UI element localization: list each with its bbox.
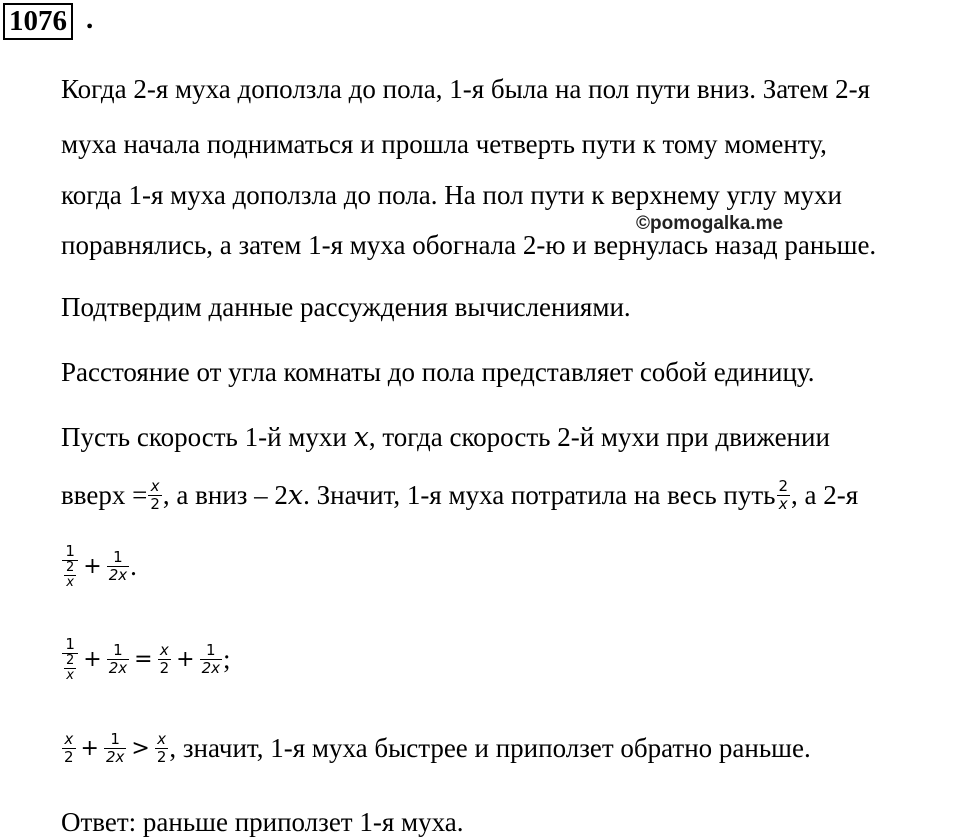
variable-x: x [353, 422, 369, 453]
watermark: ©pomogalka.me [636, 213, 784, 234]
formula-line [61, 628, 231, 690]
variable-x: x [287, 479, 304, 511]
fraction-x-over-2: $\frac{x}{2}$ [156, 729, 167, 766]
paragraph-line: муха начала подниматься и прошла четверть пути к тому моменту, [61, 129, 827, 159]
plus-sign: + [80, 735, 99, 761]
text-segment: , значит, 1-я муха быстрее и приползет обратно раньше. [169, 732, 811, 763]
semicolon: ; [222, 643, 231, 674]
paragraph-line: Когда 2-я муха доползла до пола, 1-я была на пол пути вниз. Затем 2-я [61, 74, 871, 104]
paragraph-line: поравнялись, а затем 1-я муха обогнала 2-ю и вернулась назад раньше. [61, 230, 877, 260]
fraction-2-over-x: $\frac{2}{x}$ [778, 476, 788, 513]
fraction-x-over-2: $\frac{x}{2}$ [64, 729, 74, 766]
plus-sign: + [83, 646, 102, 672]
equals-sign: = [134, 646, 153, 672]
period: . [130, 550, 137, 581]
fraction-1-over-2x: $\frac{1}{2x}$ [105, 729, 125, 766]
fraction-x-over-2: $\frac{x}{2}$ [159, 640, 170, 677]
paragraph-line: Расстояние от угла комнаты до пола представляет собой единицу. [61, 357, 815, 387]
paragraph-line [61, 470, 858, 520]
plus-sign: + [83, 553, 102, 579]
text-segment: . Значит, 1-я муха потратила на весь путь [303, 479, 776, 510]
paragraph-line: когда 1-я муха доползла до пола. На пол пути к верхнему углу мухи [61, 180, 842, 210]
greater-sign: > [131, 735, 150, 761]
paragraph-line: Подтвердим данные рассуждения вычислениями. [61, 292, 631, 322]
answer-line: Ответ: раньше приползет 1-я муха. [61, 807, 464, 837]
text-segment: , тогда скорость 2-й мухи при движении [368, 422, 830, 452]
formula-line [61, 722, 811, 774]
text-segment: , а 2-я [791, 479, 859, 510]
fraction-1-over-2x: $\frac{1}{2x}$ [108, 640, 128, 677]
fraction-1-over-2-over-x: $\frac{1}{\frac{2}{x}}$ [62, 543, 78, 590]
fraction-1-over-2x: $\frac{1}{2x}$ [201, 640, 220, 677]
plus-sign: + [176, 646, 195, 672]
text-segment: вверх = [61, 479, 148, 510]
fraction-1-over-2-over-x: $\frac{1}{\frac{2}{x}}$ [62, 636, 78, 683]
text-segment: Пусть скорость 1-й мухи [61, 422, 354, 452]
problem-number: 1076 [3, 3, 73, 40]
text-segment: , а вниз – 2 [162, 479, 288, 510]
fraction-x-over-2: $\frac{x}{2}$ [150, 476, 160, 513]
problem-number-dot: . [86, 3, 94, 35]
formula-line [61, 535, 137, 597]
paragraph-line [61, 421, 830, 454]
fraction-1-over-2x: $\frac{1}{2x}$ [108, 547, 128, 584]
